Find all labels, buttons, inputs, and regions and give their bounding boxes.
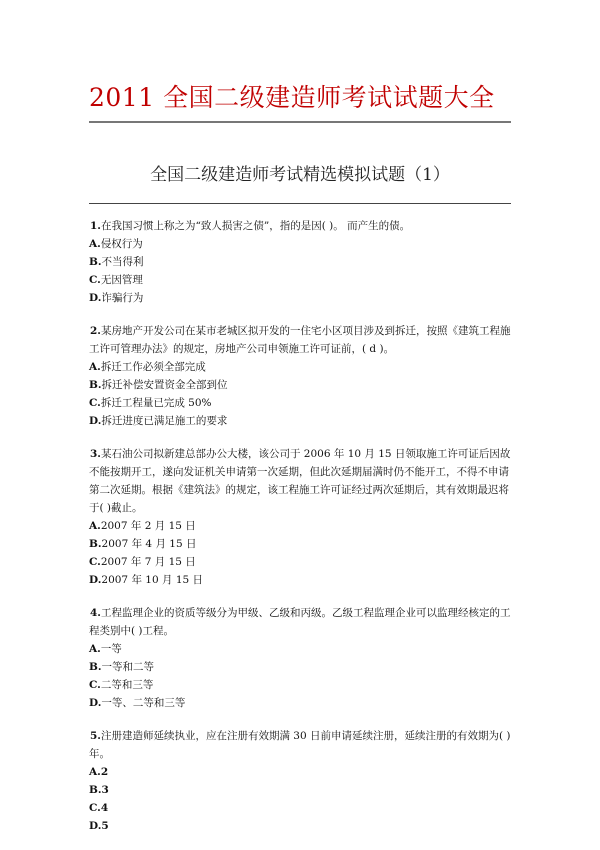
option-d (89, 289, 514, 307)
option-text: 2 (100, 766, 109, 778)
option-d (89, 571, 514, 589)
question-number: 2. (90, 325, 101, 337)
question-text: 某石油公司拟新建总部办公大楼，该公司于 2006 年 10 月 15 日领取施工许可证后因故不能按期开工，遂向发证机关申请第一次延期，但此次延期届满时仍不能开工，不得不申请第二次延期。根据《建筑法》的规定，该工程施工许可证经过两次延期后，其有效期最迟将于( )截止。 (89, 448, 511, 514)
option-b (89, 781, 514, 799)
option-text: 诈骗行为 (101, 292, 144, 304)
option-a (89, 358, 514, 376)
question-list (89, 217, 514, 850)
option-text: 2007 年 2 月 15 日 (100, 520, 196, 532)
option-text: 不当得利 (101, 256, 144, 268)
option-c (89, 394, 514, 412)
option-c (89, 271, 514, 289)
option-letter: B. (89, 256, 102, 268)
question-text: 注册建造师延续执业，应在注册有效期满 30 日前申请延续注册，延续注册的有效期为( )年。 (89, 730, 511, 760)
option-d (89, 694, 514, 712)
question-stem (89, 322, 514, 358)
option-letter: D. (89, 292, 102, 304)
option-text: 拆迁补偿安置资金全部到位 (101, 379, 228, 391)
option-letter: D. (89, 574, 102, 586)
option-letter: D. (89, 820, 102, 832)
option-text: 5 (101, 820, 109, 832)
question-2 (89, 322, 514, 430)
option-text: 拆迁工程量已完成 50% (100, 397, 212, 409)
option-letter: A. (89, 238, 101, 250)
question-5 (89, 727, 514, 835)
option-text: 二等和三等 (100, 679, 154, 691)
option-letter: A. (89, 643, 101, 655)
option-text: 侵权行为 (100, 238, 143, 250)
option-text: 拆迁工作必须全部完成 (100, 361, 206, 373)
option-a (89, 640, 514, 658)
question-number: 1. (90, 220, 101, 232)
question-text: 在我国习惯上称之为“致人损害之债”，指的是因( )。 而产生的债。 (100, 220, 411, 232)
option-text: 无因管理 (100, 274, 143, 286)
question-number: 3. (90, 448, 101, 460)
option-d (89, 817, 514, 835)
option-a (89, 517, 514, 535)
question-stem (89, 217, 514, 235)
question-number: 4. (90, 607, 101, 619)
option-letter: D. (89, 415, 102, 427)
option-letter: B. (89, 784, 102, 796)
option-letter: A. (89, 766, 101, 778)
option-text: 2007 年 10 月 15 日 (101, 574, 204, 586)
option-a (89, 235, 514, 253)
option-text: 一等和二等 (101, 661, 155, 673)
option-c (89, 553, 514, 571)
option-c (89, 676, 514, 694)
option-letter: A. (89, 520, 101, 532)
question-1 (89, 217, 514, 307)
option-letter: B. (89, 379, 102, 391)
option-text: 4 (100, 802, 109, 814)
question-stem (89, 727, 514, 763)
option-text: 2007 年 7 月 15 日 (100, 556, 196, 568)
option-text: 一等、二等和三等 (101, 697, 186, 709)
question-3 (89, 445, 514, 589)
option-letter: C. (89, 679, 101, 691)
document-title: 2011 全国二级建造师考试试题大全 (89, 83, 495, 112)
option-letter: C. (89, 397, 101, 409)
option-text: 一等 (100, 643, 122, 655)
option-b (89, 535, 514, 553)
option-b (89, 253, 514, 271)
option-text: 2007 年 4 月 15 日 (101, 538, 197, 550)
subtitle-divider (89, 203, 511, 204)
option-text: 3 (101, 784, 109, 796)
option-b (89, 658, 514, 676)
question-text: 某房地产开发公司在某市老城区拟开发的一住宅小区项目涉及到拆迁，按照《建筑工程施工许可管理办法》的规定，房地产公司申领施工许可证前，( d )。 (89, 325, 511, 355)
option-c (89, 799, 514, 817)
question-stem (89, 445, 514, 517)
option-letter: C. (89, 274, 101, 286)
section-subtitle: 全国二级建造师考试精选模拟试题（1） (150, 165, 450, 185)
option-letter: B. (89, 538, 102, 550)
option-letter: D. (89, 697, 102, 709)
title-divider (89, 121, 511, 123)
option-letter: B. (89, 661, 102, 673)
question-stem (89, 604, 514, 640)
option-text: 拆迁进度已满足施工的要求 (101, 415, 228, 427)
option-letter: C. (89, 802, 101, 814)
option-letter: A. (89, 361, 101, 373)
option-d (89, 412, 514, 430)
question-number: 5. (90, 730, 101, 742)
option-letter: C. (89, 556, 101, 568)
option-b (89, 376, 514, 394)
option-a (89, 763, 514, 781)
question-4 (89, 604, 514, 712)
question-text: 工程监理企业的资质等级分为甲级、乙级和丙级。乙级工程监理企业可以监理经核定的工程类别中( )工程。 (89, 607, 511, 637)
